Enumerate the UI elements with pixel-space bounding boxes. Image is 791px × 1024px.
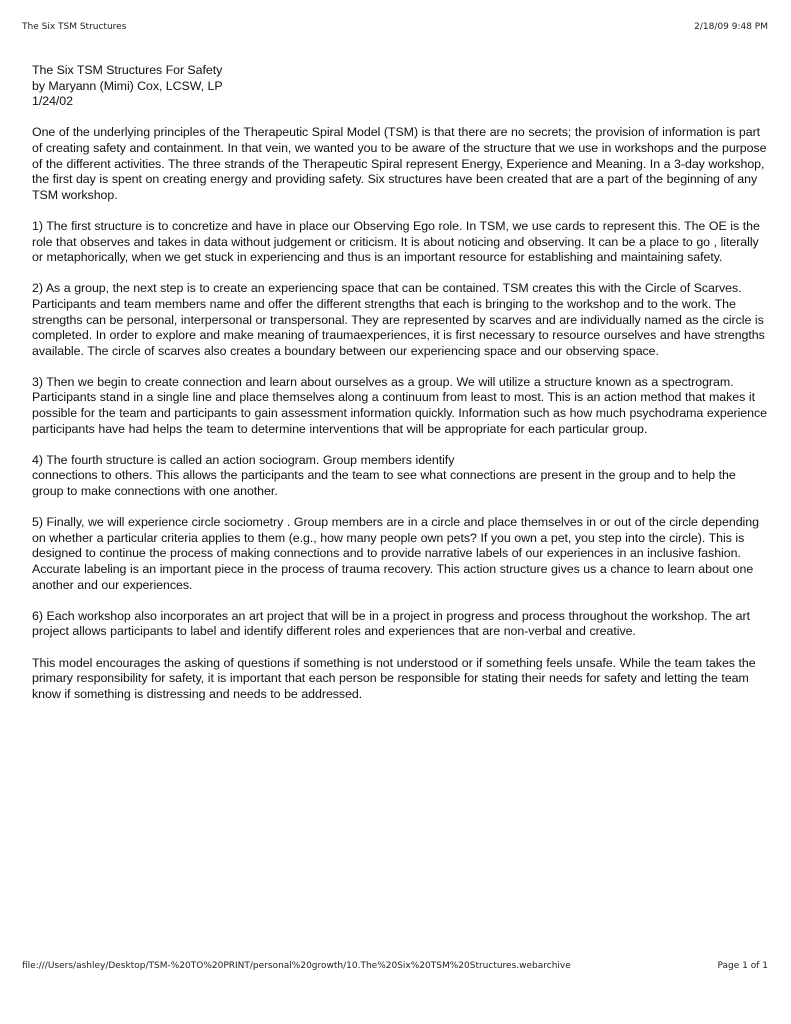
paragraph-intro: One of the underlying principles of the Therapeutic Spiral Model (TSM) is that there are no secrets; the provision of information is part of creating safety and containment. In that vein, we wanted you to be aware of the structure that we use in workshops and the purpose of the different activities. The three strands of the Therapeutic Spiral represent Energy, Experience and Meaning. In a 3-day workshop, the first day is spent on creating energy and providing safety. Six structures have been created that are a part of the beginning of any TSM workshop. xyxy=(32,125,767,202)
paragraph-structure-3: 3) Then we begin to create connection and learn about ourselves as a group. We will utilize a structure known as a spectrogram. Participants stand in a single line and place themselves along a continuum from least to most. This is an action method that makes it possible for the team and participants to gain assessment information quickly. Information such as how much psychodrama experience participants have had helps the team to determine interventions that will be appropriate for each particular group. xyxy=(32,374,767,436)
document-title: The Six TSM Structures For Safety xyxy=(32,63,223,77)
paragraph-structure-4-line-2: connections to others. This allows the participants and the team to see what connections are present in the group and to help the group to make connections with one another. xyxy=(32,468,736,499)
print-footer-page-number: Page 1 of 1 xyxy=(717,961,768,971)
print-footer xyxy=(22,961,768,975)
print-footer-path: file:///Users/ashley/Desktop/TSM-%20TO%20PRINT/personal%20growth/10.The%20Six%20TSM%20Structures.webarchive xyxy=(22,961,571,971)
print-header-datetime: 2/18/09 9:48 PM xyxy=(694,22,768,32)
paragraph-structure-4-line-1: 4) The fourth structure is called an action sociogram. Group members identify xyxy=(32,452,455,467)
paragraph-structure-4 xyxy=(32,453,767,500)
paragraph-structure-1: 1) The first structure is to concretize and have in place our Observing Ego role. In TSM, we use cards to represent this. The OE is the role that observes and takes in data without judgement or criticism. It is about noticing and observing. It can be a place to go , literally or metaphorically, when we get stuck in experiencing and thus is an important resource for establishing and maintaining safety. xyxy=(32,218,760,265)
document-heading xyxy=(32,63,767,110)
print-header xyxy=(22,22,768,36)
paragraph-structure-6: 6) Each workshop also incorporates an art project that will be in a project in progress and process throughout the workshop. The art project allows participants to label and identify different roles and experiences that are non-verbal and creative. xyxy=(32,608,750,639)
paragraph-conclusion: This model encourages the asking of questions if something is not understood or if something feels unsafe. While the team takes the primary responsibility for safety, it is important that each person be responsible for stating their needs for safety and letting the team know if something is distressing and needs to be addressed. xyxy=(32,655,756,701)
document-body xyxy=(32,63,767,718)
document-date: 1/24/02 xyxy=(32,94,73,109)
paragraph-structure-2: 2) As a group, the next step is to create an experiencing space that can be contained. TSM creates this with the Circle of Scarves. Participants and team members name and offer the different strengths that each is bringing to the workshop and to the work. The strengths can be personal, interpersonal or transpersonal. They are represented by scarves and are individually named as the circle is completed. In order to explore and make meaning of traumaexperiences, it is first necessary to resource ourselves and have strengths available. The circle of scarves also creates a boundary between our experiencing space and our observing space. xyxy=(32,281,765,358)
document-author: by Maryann (Mimi) Cox, LCSW, LP xyxy=(32,78,223,93)
paragraph-structure-5: 5) Finally, we will experience circle sociometry . Group members are in a circle and place themselves in or out of the circle depending on whether a particular criteria applies to them (e.g., how many people own pets? If you own a pet, you step into the circle). This is designed to continue the process of making connections and to provide narrative labels of our experiences in an inclusive fashion. Accurate labeling is an important piece in the process of trauma recovery. This action structure gives us a chance to learn about one another and our experiences. xyxy=(32,515,759,592)
print-header-title: The Six TSM Structures xyxy=(22,22,127,32)
